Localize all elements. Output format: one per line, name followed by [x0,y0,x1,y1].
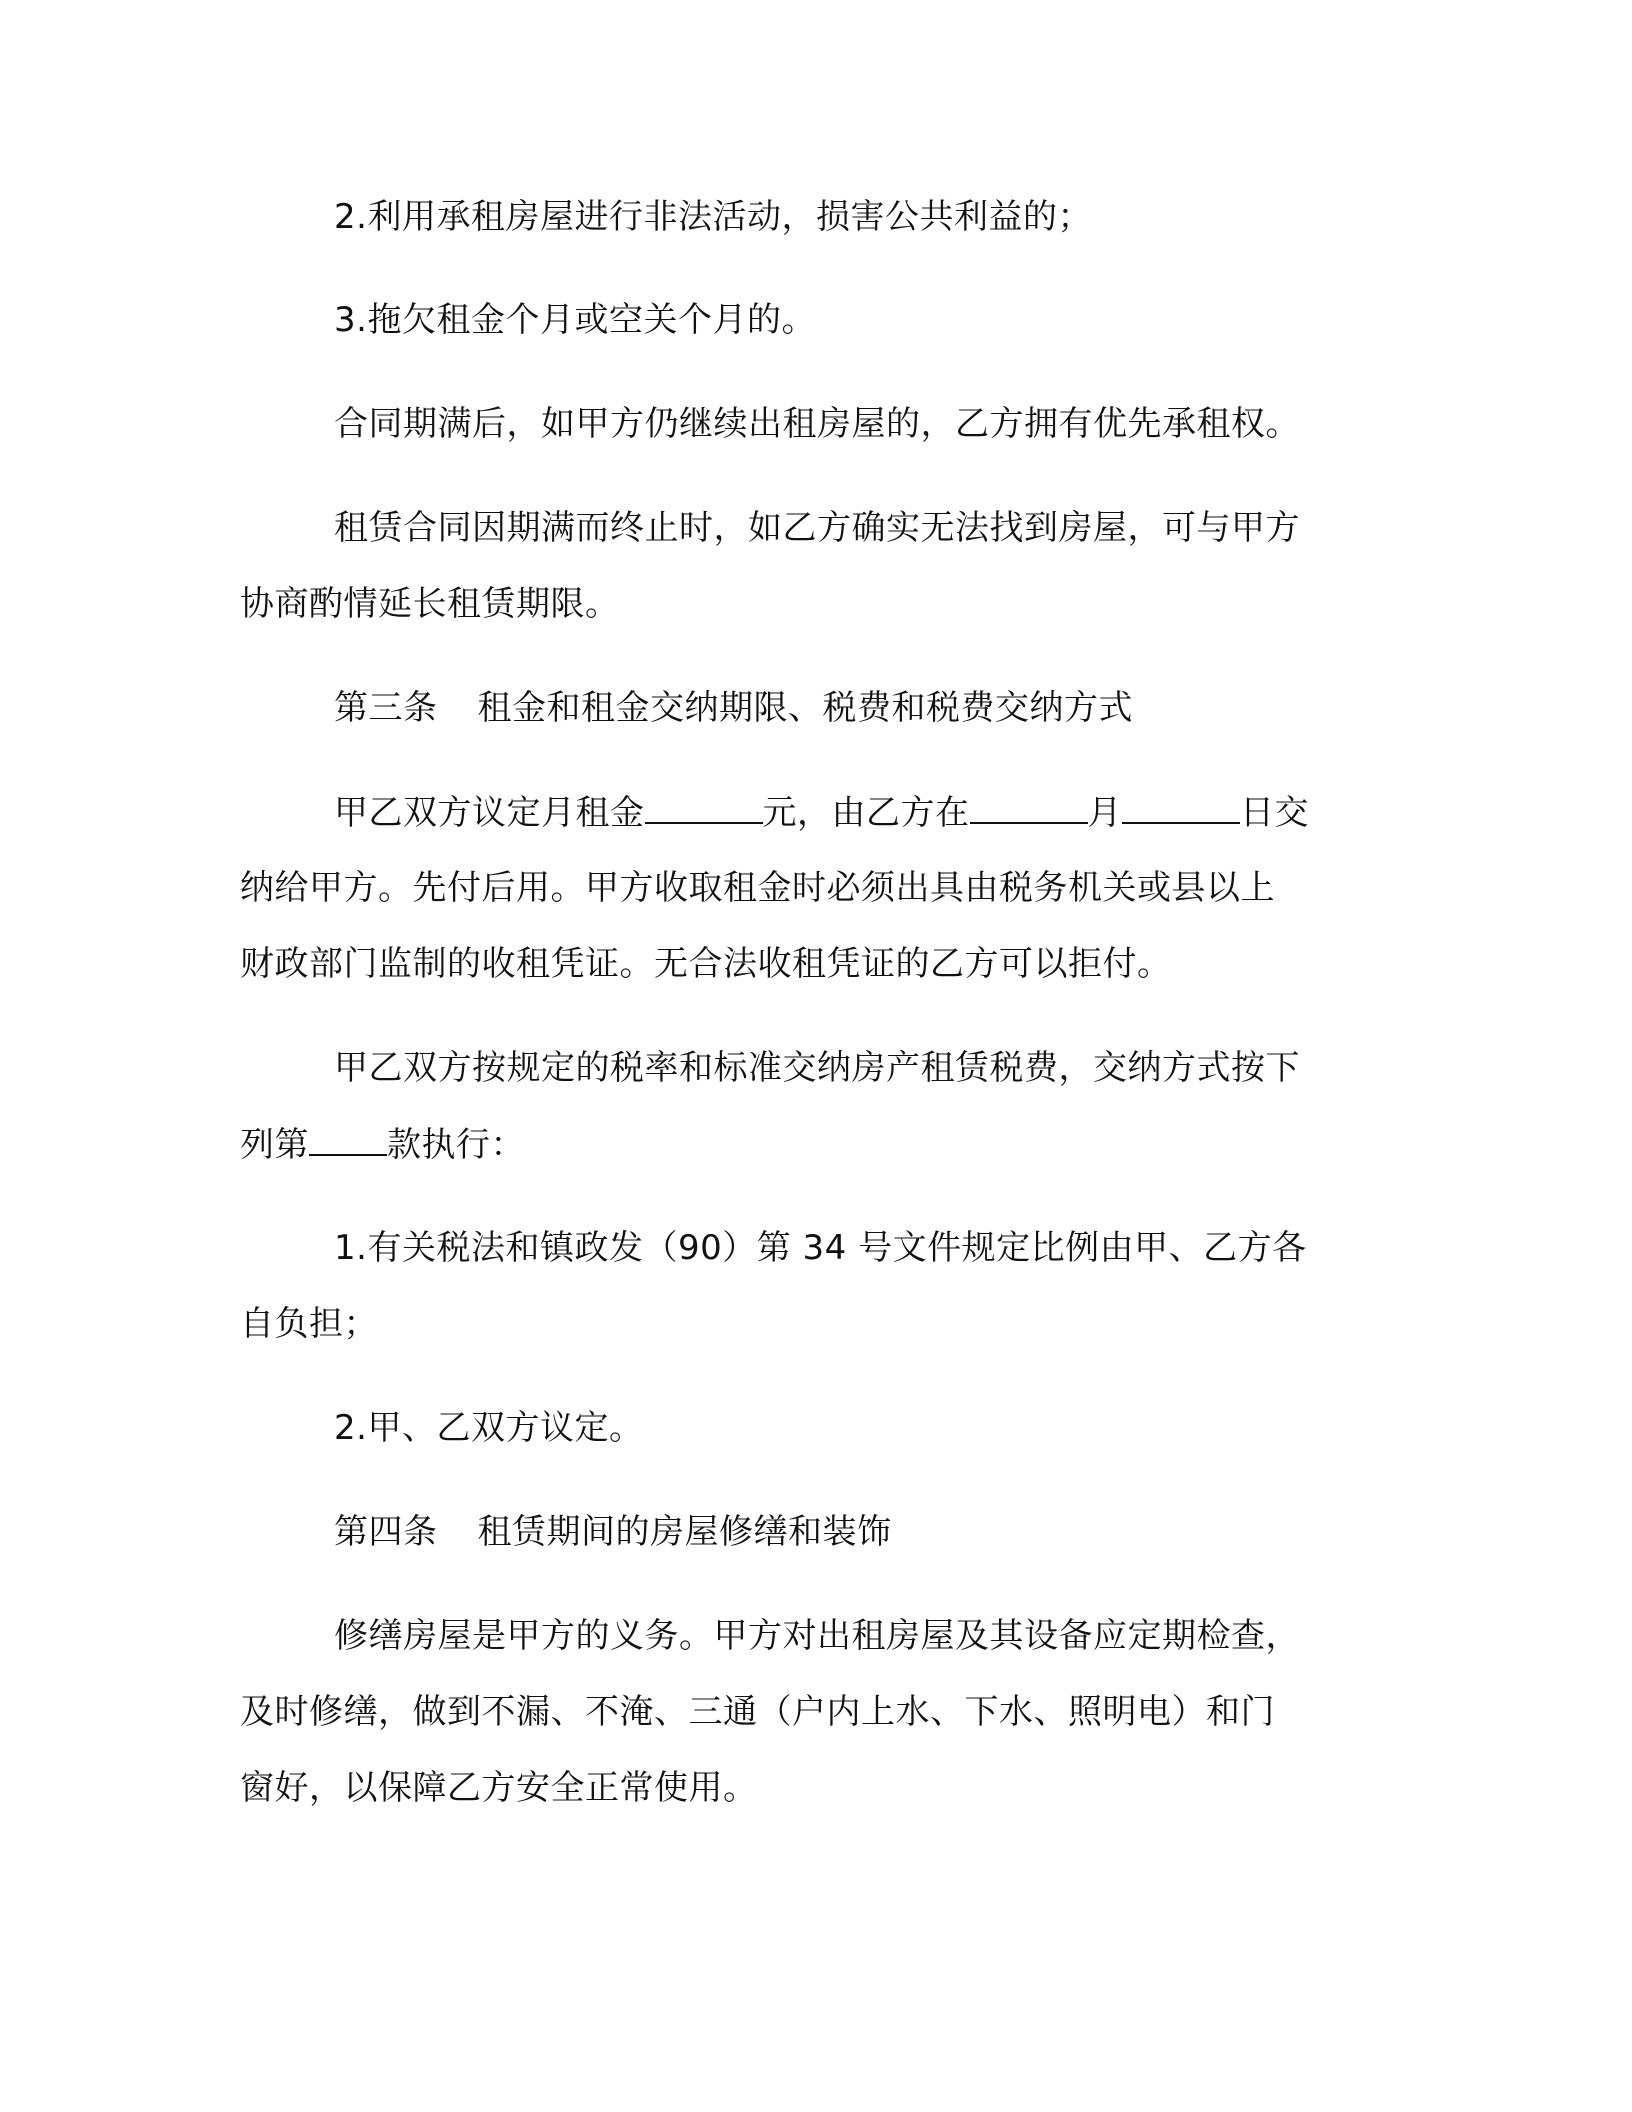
tax-option-2 [334,1408,1420,1448]
rent-amount-blank [645,792,763,824]
tax-option-1-line-2 [240,1304,1420,1344]
clause-item-3 [334,300,1420,340]
rent-day-blank [1122,792,1240,824]
article-3-heading [334,688,1420,728]
rent-text-2: 元，由乙方在 [762,793,970,833]
repair-paragraph-line-3 [240,1768,1420,1808]
extension-paragraph-line-1 [334,508,1420,548]
tax-paragraph-line-1 [334,1048,1420,1088]
tax-paragraph-line-2 [240,1124,1420,1165]
clause-item-3-text: 3.拖欠租金个月或空关个月的。 [334,300,816,340]
tax-text-2: 列第 [240,1125,309,1165]
tax-option-blank [309,1124,387,1156]
rent-text-4: 日交 [1240,793,1309,833]
repair-text-1: 修缮房屋是甲方的义务。甲方对出租房屋及其设备应定期检查， [334,1616,1300,1656]
article-4-number: 第四条 [334,1512,438,1552]
article-4-heading [334,1512,1420,1552]
tax-option-1-text-2: 自负担； [240,1304,378,1344]
article-3-title: 租金和租金交纳期限、税费和税费交纳方式 [477,688,1133,728]
rent-paragraph-line-2 [240,868,1420,908]
repair-paragraph-line-2 [240,1692,1420,1732]
rent-paragraph-line-1 [334,792,1420,833]
renewal-paragraph [334,404,1420,444]
clause-item-2-text: 2.利用承租房屋进行非法活动，损害公共利益的； [334,197,1092,237]
tax-option-1-line-1 [334,1228,1420,1268]
tax-text-1: 甲乙双方按规定的税率和标准交纳房产租赁税费，交纳方式按下 [334,1048,1300,1088]
rent-text-6: 财政部门监制的收租凭证。无合法收租凭证的乙方可以拒付。 [240,944,1172,984]
repair-text-3: 窗好，以保障乙方安全正常使用。 [240,1768,758,1808]
article-4-title: 租赁期间的房屋修缮和装饰 [477,1512,892,1552]
rent-text-5: 纳给甲方。先付后用。甲方收取租金时必须出具由税务机关或县以上 [240,868,1275,908]
repair-text-2: 及时修缮，做到不漏、不淹、三通（户内上水、下水、照明电）和门 [240,1692,1275,1732]
extension-paragraph-text-1: 租赁合同因期满而终止时，如乙方确实无法找到房屋，可与甲方 [334,508,1300,548]
renewal-paragraph-text: 合同期满后，如甲方仍继续出租房屋的，乙方拥有优先承租权。 [334,404,1300,444]
extension-paragraph-text-2: 协商酌情延长租赁期限。 [240,584,620,624]
rent-month-blank [970,792,1088,824]
tax-option-2-text: 2.甲、乙双方议定。 [334,1408,644,1448]
rent-paragraph-line-3 [240,944,1420,984]
rent-text-1: 甲乙双方议定月租金 [334,793,645,833]
tax-text-3: 款执行： [387,1125,525,1165]
article-3-number: 第三条 [334,688,438,728]
rent-text-3: 月 [1087,793,1122,833]
clause-item-2 [334,197,1420,237]
extension-paragraph-line-2 [240,584,1420,624]
tax-option-1-text-1: 1.有关税法和镇政发（90）第 34 号文件规定比例由甲、乙方各 [334,1228,1307,1268]
repair-paragraph-line-1 [334,1616,1420,1656]
